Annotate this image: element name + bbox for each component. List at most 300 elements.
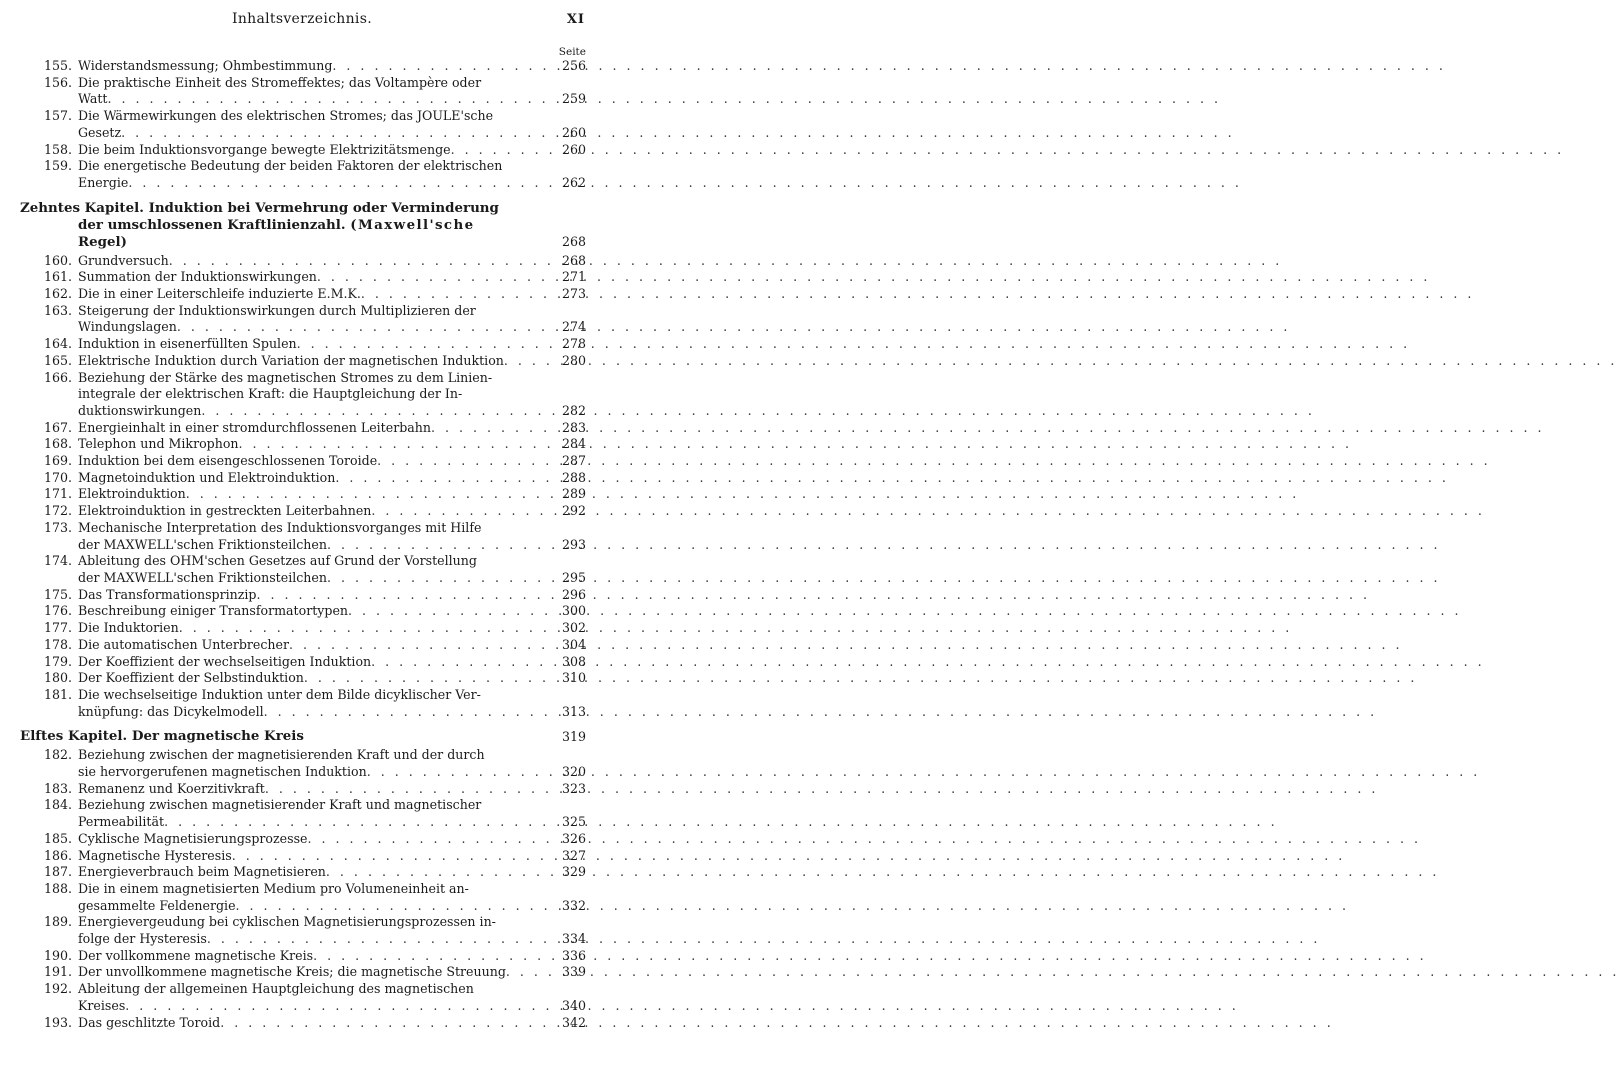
section-title-last-line bbox=[78, 570, 538, 587]
section-title bbox=[78, 470, 538, 487]
section-number: 158. bbox=[43, 141, 72, 157]
section-title-line: knüpfung: das Dicykelmodell bbox=[78, 703, 264, 719]
toc-entry bbox=[0, 981, 604, 1014]
section-title-last-line bbox=[78, 654, 538, 671]
section-title bbox=[78, 336, 538, 353]
section-number: 171. bbox=[43, 486, 72, 502]
section-title-last-line bbox=[78, 620, 538, 637]
page-ref: 288 bbox=[561, 469, 586, 485]
toc-entry bbox=[0, 286, 604, 303]
section-title-last-line bbox=[78, 319, 538, 336]
section-title-line: Energieverbrauch beim Magnetisieren bbox=[78, 864, 326, 880]
section-title bbox=[78, 75, 538, 108]
chapter-title-line: der umschlossenen Kraftlinienzahl. bbox=[78, 216, 346, 233]
section-title bbox=[78, 269, 538, 286]
toc-entry bbox=[0, 637, 604, 654]
toc-entry bbox=[0, 881, 604, 914]
dot-leader bbox=[232, 848, 1346, 865]
toc-entry bbox=[0, 353, 604, 370]
dot-leader bbox=[367, 764, 1481, 781]
section-title bbox=[78, 253, 538, 270]
section-title-line: Induktion bei dem eisengeschlossenen Toroide bbox=[78, 453, 378, 469]
section-title bbox=[78, 848, 538, 865]
section-title-line: Magnetische Hysteresis bbox=[78, 847, 232, 863]
section-number: 165. bbox=[43, 352, 72, 368]
dot-leader bbox=[348, 603, 1462, 620]
section-title-line: duktionswirkungen bbox=[78, 402, 202, 418]
section-title bbox=[78, 420, 538, 437]
chapter-title-line: Regel) bbox=[78, 233, 127, 250]
chapter-label: Elftes Kapitel. bbox=[20, 728, 128, 745]
dot-leader bbox=[201, 403, 1315, 420]
dot-leader bbox=[121, 125, 1235, 142]
section-number: 177. bbox=[43, 620, 72, 636]
section-title bbox=[78, 620, 538, 637]
section-title bbox=[78, 654, 538, 671]
page-ref: 287 bbox=[561, 453, 586, 469]
toc-entry bbox=[0, 336, 604, 353]
section-number: 187. bbox=[43, 864, 72, 880]
section-number: 163. bbox=[43, 302, 72, 318]
section-title bbox=[78, 687, 538, 720]
page-ref: 273 bbox=[561, 286, 586, 302]
toc-entry bbox=[0, 603, 604, 620]
dot-leader bbox=[169, 253, 1283, 270]
toc-entry bbox=[0, 420, 604, 437]
section-title-line: Die automatischen Unterbrecher bbox=[78, 636, 290, 652]
page-ref: 293 bbox=[561, 536, 586, 552]
section-title-line: Widerstandsmessung; Ohmbestimmung bbox=[78, 58, 333, 73]
toc-entry bbox=[0, 1015, 604, 1032]
dot-leader bbox=[265, 781, 1379, 798]
toc-entry bbox=[0, 436, 604, 453]
section-title-line: sie hervorgerufenen magnetischen Induktion bbox=[78, 764, 367, 780]
section-title-line: Mechanische Interpretation des Induktionsvorganges mit Hilfe bbox=[78, 519, 482, 535]
page-ref: 282 bbox=[561, 402, 586, 418]
dot-leader bbox=[504, 353, 1618, 370]
section-title-line: der MAXWELL'schen Friktionsteilchen bbox=[78, 536, 327, 552]
section-title-line: gesammelte Feldenergie bbox=[78, 897, 236, 913]
section-title bbox=[78, 453, 538, 470]
dot-leader bbox=[317, 269, 1431, 286]
dot-leader bbox=[128, 175, 1242, 192]
toc-entry bbox=[0, 108, 604, 141]
page-ref: 342 bbox=[561, 1014, 586, 1030]
toc-entry bbox=[0, 142, 604, 159]
section-title bbox=[78, 981, 538, 1014]
section-title-last-line bbox=[78, 637, 538, 654]
page-ref: 280 bbox=[561, 352, 586, 368]
book-page bbox=[0, 0, 604, 1068]
dot-leader bbox=[186, 486, 1300, 503]
toc-entry bbox=[0, 687, 604, 720]
section-title-last-line bbox=[78, 453, 538, 470]
page-ref: 302 bbox=[561, 620, 586, 636]
page-ref: 283 bbox=[561, 419, 586, 435]
dot-leader bbox=[297, 336, 1411, 353]
section-title-last-line bbox=[78, 1015, 538, 1032]
page-ref: 313 bbox=[561, 703, 586, 719]
running-header-title: Inhaltsverzeichnis. bbox=[232, 11, 372, 27]
section-title bbox=[78, 637, 538, 654]
section-title-line: Energieinhalt in einer stromdurchflossenen Leiterbahn bbox=[78, 419, 432, 435]
dot-leader bbox=[326, 864, 1440, 881]
page-ref: 278 bbox=[561, 336, 586, 352]
page-number: XI bbox=[566, 12, 585, 27]
section-number: 190. bbox=[43, 947, 72, 963]
toc-entry bbox=[0, 453, 604, 470]
section-title-last-line bbox=[78, 353, 538, 370]
dot-leader bbox=[289, 637, 1403, 654]
page-ref: 323 bbox=[561, 780, 586, 796]
section-title-line: Cyklische Magnetisierungsprozesse bbox=[78, 830, 308, 846]
section-title-line: Telephon und Mikrophon bbox=[78, 436, 239, 452]
section-title bbox=[78, 436, 538, 453]
section-number: 161. bbox=[43, 269, 72, 285]
section-title-line: Permeabilität bbox=[78, 814, 165, 830]
section-title-line: Watt bbox=[78, 91, 108, 107]
dot-leader bbox=[307, 831, 1421, 848]
section-title bbox=[78, 370, 538, 420]
section-title-last-line bbox=[78, 470, 538, 487]
toc-entry bbox=[0, 670, 604, 687]
section-number: 179. bbox=[43, 653, 72, 669]
section-title-line: Elektroinduktion bbox=[78, 486, 186, 502]
section-number: 174. bbox=[43, 553, 72, 569]
section-title-line: Die Induktorien bbox=[78, 620, 179, 636]
section-title bbox=[78, 797, 538, 830]
toc-entry bbox=[0, 654, 604, 671]
section-title-last-line bbox=[78, 998, 538, 1015]
dot-leader bbox=[179, 620, 1293, 637]
section-title bbox=[78, 486, 538, 503]
section-title-line: Ableitung der allgemeinen Hauptgleichung des magnetischen bbox=[78, 981, 474, 997]
section-number: 176. bbox=[43, 603, 72, 619]
section-title-last-line bbox=[78, 931, 538, 948]
section-title bbox=[78, 964, 538, 981]
chapter-title-block bbox=[20, 728, 538, 745]
section-title-line: Das geschlitzte Toroid bbox=[78, 1014, 221, 1030]
toc-entry bbox=[0, 747, 604, 780]
section-title-last-line bbox=[78, 831, 538, 848]
chapter-title-line: Induktion bei Vermehrung oder Verminderung bbox=[148, 199, 499, 216]
section-title-last-line bbox=[78, 537, 538, 554]
section-title bbox=[78, 303, 538, 336]
dot-leader bbox=[164, 814, 1278, 831]
section-title-last-line bbox=[78, 58, 538, 75]
section-title bbox=[78, 864, 538, 881]
section-title-last-line bbox=[78, 898, 538, 915]
toc-entry bbox=[0, 620, 604, 637]
page-ref: 295 bbox=[561, 569, 586, 585]
section-title-last-line bbox=[78, 704, 538, 721]
section-title-line: Die beim Induktionsvorgange bewegte Elektrizitätsmenge bbox=[78, 141, 451, 157]
section-number: 173. bbox=[43, 519, 72, 535]
dot-leader bbox=[332, 58, 1446, 75]
section-title-line: Grundversuch bbox=[78, 252, 169, 268]
section-title bbox=[78, 747, 538, 780]
section-title bbox=[78, 670, 538, 687]
page-column-label: Seite bbox=[558, 46, 586, 58]
section-title-line: integrale der elektrischen Kraft: die Hauptgleichung der In- bbox=[78, 386, 463, 402]
dot-leader bbox=[451, 142, 1565, 159]
section-title-line: Beschreibung einiger Transformatortypen bbox=[78, 603, 349, 619]
section-title bbox=[78, 353, 538, 370]
toc-entry bbox=[0, 914, 604, 947]
section-title-last-line bbox=[78, 253, 538, 270]
section-title-line: Energie bbox=[78, 174, 129, 190]
section-number: 169. bbox=[43, 453, 72, 469]
page-ref: 296 bbox=[561, 586, 586, 602]
section-title-last-line bbox=[78, 125, 538, 142]
dot-leader bbox=[239, 436, 1353, 453]
page-ref: 310 bbox=[561, 670, 586, 686]
section-title-line: Induktion in eisenerfüllten Spulen bbox=[78, 336, 297, 352]
toc-entry bbox=[0, 253, 604, 270]
section-title-line: Remanenz und Koerzitivkraft bbox=[78, 780, 265, 796]
section-number: 186. bbox=[43, 847, 72, 863]
section-title-line: Energievergeudung bei cyklischen Magnetisierungsprozessen in- bbox=[78, 914, 496, 930]
page-ref: 274 bbox=[561, 319, 586, 335]
section-title-line: Magnetoinduktion und Elektroinduktion bbox=[78, 469, 336, 485]
section-title-line: folge der Hysteresis bbox=[78, 931, 207, 947]
toc-entry bbox=[0, 864, 604, 881]
page-ref: 268 bbox=[561, 252, 586, 268]
page-ref: 325 bbox=[561, 814, 586, 830]
dot-leader bbox=[506, 964, 1619, 981]
section-title-last-line bbox=[78, 603, 538, 620]
section-title-line: Der Koeffizient der wechselseitigen Induktion bbox=[78, 653, 372, 669]
toc-entry bbox=[0, 269, 604, 286]
section-title bbox=[78, 831, 538, 848]
section-number: 167. bbox=[43, 419, 72, 435]
section-title bbox=[78, 1015, 538, 1032]
section-title-line: Die Wärmewirkungen des elektrischen Stromes; das JOULE'sche bbox=[78, 108, 494, 124]
section-title-last-line bbox=[78, 948, 538, 965]
section-title-last-line bbox=[78, 420, 538, 437]
page-ref: 332 bbox=[561, 897, 586, 913]
dot-leader bbox=[371, 503, 1485, 520]
section-title bbox=[78, 603, 538, 620]
toc-entry bbox=[0, 75, 604, 108]
section-number: 162. bbox=[43, 286, 72, 302]
page-ref: 268 bbox=[561, 233, 586, 249]
dot-leader bbox=[107, 91, 1221, 108]
dot-leader bbox=[256, 587, 1370, 604]
page-ref: 327 bbox=[561, 847, 586, 863]
page-ref: 260 bbox=[561, 124, 586, 140]
chapter-heading bbox=[0, 728, 604, 745]
section-number: 156. bbox=[43, 74, 72, 90]
page-ref: 339 bbox=[561, 964, 586, 980]
section-number: 191. bbox=[43, 964, 72, 980]
chapter-title-line: Der magnetische Kreis bbox=[131, 728, 304, 745]
dot-leader bbox=[327, 537, 1441, 554]
section-title-last-line bbox=[78, 269, 538, 286]
dot-leader bbox=[335, 470, 1449, 487]
section-title-line: Beziehung zwischen magnetisierender Kraft und magnetischer bbox=[78, 797, 482, 813]
section-title bbox=[78, 108, 538, 141]
section-title-last-line bbox=[78, 864, 538, 881]
section-title-last-line bbox=[78, 436, 538, 453]
section-number: 159. bbox=[43, 158, 72, 174]
section-title-last-line bbox=[78, 848, 538, 865]
section-number: 181. bbox=[43, 686, 72, 702]
section-title-last-line bbox=[78, 964, 538, 981]
page-ref: 292 bbox=[561, 503, 586, 519]
section-title-last-line bbox=[78, 286, 538, 303]
section-title bbox=[78, 503, 538, 520]
section-number: 166. bbox=[43, 369, 72, 385]
section-title-line: Steigerung der Induktionswirkungen durch Multiplizieren der bbox=[78, 302, 476, 318]
dot-leader bbox=[236, 898, 1350, 915]
page-ref: 284 bbox=[561, 436, 586, 452]
section-title bbox=[78, 158, 538, 191]
section-title-line: Summation der Induktionswirkungen bbox=[78, 269, 317, 285]
section-title bbox=[78, 781, 538, 798]
page-ref: 300 bbox=[561, 603, 586, 619]
dot-leader bbox=[313, 948, 1427, 965]
dot-leader bbox=[304, 670, 1418, 687]
dot-leader bbox=[327, 570, 1441, 587]
toc-entry bbox=[0, 848, 604, 865]
section-title bbox=[78, 587, 538, 604]
page-ref: 271 bbox=[561, 269, 586, 285]
section-title-last-line bbox=[78, 781, 538, 798]
section-title-line: Windungslagen bbox=[78, 319, 177, 335]
section-title-line: Die in einem magnetisierten Medium pro Volumeneinheit an- bbox=[78, 880, 469, 896]
page-ref: 289 bbox=[561, 486, 586, 502]
page-ref: 336 bbox=[561, 947, 586, 963]
section-number: 183. bbox=[43, 780, 72, 796]
toc-entry bbox=[0, 948, 604, 965]
toc-entry bbox=[0, 831, 604, 848]
toc-entry bbox=[0, 370, 604, 420]
section-title-line: Der unvollkommene magnetische Kreis; die magnetische Streuung bbox=[78, 964, 506, 980]
dot-leader bbox=[371, 654, 1485, 671]
section-title-line: Gesetz bbox=[78, 124, 122, 140]
section-title bbox=[78, 286, 538, 303]
section-title-line: Die praktische Einheit des Stromeffektes; das Voltampère oder bbox=[78, 74, 482, 90]
section-number: 175. bbox=[43, 586, 72, 602]
section-title-line: Die wechselseitige Induktion unter dem Bilde dicyklischer Ver- bbox=[78, 686, 481, 702]
section-number: 160. bbox=[43, 252, 72, 268]
section-title bbox=[78, 58, 538, 75]
page-ref: 326 bbox=[561, 830, 586, 846]
section-title-line: Der vollkommene magnetische Kreis bbox=[78, 947, 314, 963]
toc-entry bbox=[0, 486, 604, 503]
chapter-label: Zehntes Kapitel. bbox=[20, 199, 144, 216]
page-ref: 320 bbox=[561, 764, 586, 780]
chapter-title-block bbox=[20, 200, 538, 251]
section-number: 164. bbox=[43, 336, 72, 352]
section-number: 193. bbox=[43, 1014, 72, 1030]
section-title-line: Elektrische Induktion durch Variation der magnetischen Induktion bbox=[78, 352, 504, 368]
section-number: 157. bbox=[43, 108, 72, 124]
section-title-last-line bbox=[78, 175, 538, 192]
page-ref: 308 bbox=[561, 653, 586, 669]
page-ref: 340 bbox=[561, 997, 586, 1013]
chapter-heading bbox=[0, 200, 604, 251]
toc-entry bbox=[0, 158, 604, 191]
page-ref: 319 bbox=[561, 728, 586, 744]
toc-entry bbox=[0, 797, 604, 830]
toc-entry bbox=[0, 587, 604, 604]
section-title-line: Beziehung der Stärke des magnetischen Stromes zu dem Linien- bbox=[78, 369, 493, 385]
section-title-last-line bbox=[78, 403, 538, 420]
toc-entry bbox=[0, 58, 604, 75]
section-title-last-line bbox=[78, 486, 538, 503]
dot-leader bbox=[220, 1015, 1334, 1032]
toc-entry bbox=[0, 470, 604, 487]
dot-leader bbox=[207, 931, 1321, 948]
section-title-line: Die energetische Bedeutung der beiden Faktoren der elektrischen bbox=[78, 158, 503, 174]
section-title-line: der MAXWELL'schen Friktionsteilchen bbox=[78, 569, 327, 585]
page-ref: 262 bbox=[561, 174, 586, 190]
section-title-last-line bbox=[78, 814, 538, 831]
section-title-last-line bbox=[78, 336, 538, 353]
section-title-last-line bbox=[78, 670, 538, 687]
section-number: 188. bbox=[43, 880, 72, 896]
page-ref: 304 bbox=[561, 636, 586, 652]
section-title-last-line bbox=[78, 91, 538, 108]
section-title bbox=[78, 520, 538, 553]
dot-leader bbox=[264, 704, 1378, 721]
section-title-line: Kreises bbox=[78, 997, 126, 1013]
section-number: 170. bbox=[43, 469, 72, 485]
section-number: 180. bbox=[43, 670, 72, 686]
section-number: 185. bbox=[43, 830, 72, 846]
page-ref: 334 bbox=[561, 931, 586, 947]
page-ref: 256 bbox=[561, 58, 586, 73]
section-title-last-line bbox=[78, 764, 538, 781]
section-number: 182. bbox=[43, 747, 72, 763]
section-title-line: Das Transformationsprinzip bbox=[78, 586, 257, 602]
dot-leader bbox=[431, 420, 1545, 437]
toc-entry bbox=[0, 520, 604, 553]
dot-leader bbox=[377, 453, 1491, 470]
section-title-line: Beziehung zwischen der magnetisierenden Kraft und der durch bbox=[78, 747, 485, 763]
section-title-line: Elektroinduktion in gestreckten Leiterbahnen bbox=[78, 503, 372, 519]
section-title bbox=[78, 881, 538, 914]
section-title bbox=[78, 948, 538, 965]
section-number: 168. bbox=[43, 436, 72, 452]
section-number: 178. bbox=[43, 636, 72, 652]
section-title-last-line bbox=[78, 142, 538, 159]
toc-entry bbox=[0, 303, 604, 336]
section-title-line: Ableitung des OHM'schen Gesetzes auf Grund der Vorstellung bbox=[78, 553, 477, 569]
page-ref: 329 bbox=[561, 864, 586, 880]
section-title-line: Die in einer Leiterschleife induzierte E.M.K. bbox=[78, 286, 361, 302]
toc-entry bbox=[0, 503, 604, 520]
toc-entry bbox=[0, 964, 604, 981]
table-of-contents bbox=[0, 58, 604, 1031]
section-number: 189. bbox=[43, 914, 72, 930]
dot-leader bbox=[361, 286, 1475, 303]
section-title bbox=[78, 914, 538, 947]
section-title bbox=[78, 142, 538, 159]
section-title-last-line bbox=[78, 503, 538, 520]
toc-entry bbox=[0, 553, 604, 586]
section-title-last-line bbox=[78, 587, 538, 604]
page-ref: 259 bbox=[561, 91, 586, 107]
page-ref: 260 bbox=[561, 141, 586, 157]
section-number: 172. bbox=[43, 503, 72, 519]
dot-leader bbox=[125, 998, 1239, 1015]
chapter-title-line: (Maxwell'sche bbox=[350, 216, 475, 233]
section-title-line: Der Koeffizient der Selbstinduktion bbox=[78, 670, 304, 686]
section-number: 192. bbox=[43, 981, 72, 997]
